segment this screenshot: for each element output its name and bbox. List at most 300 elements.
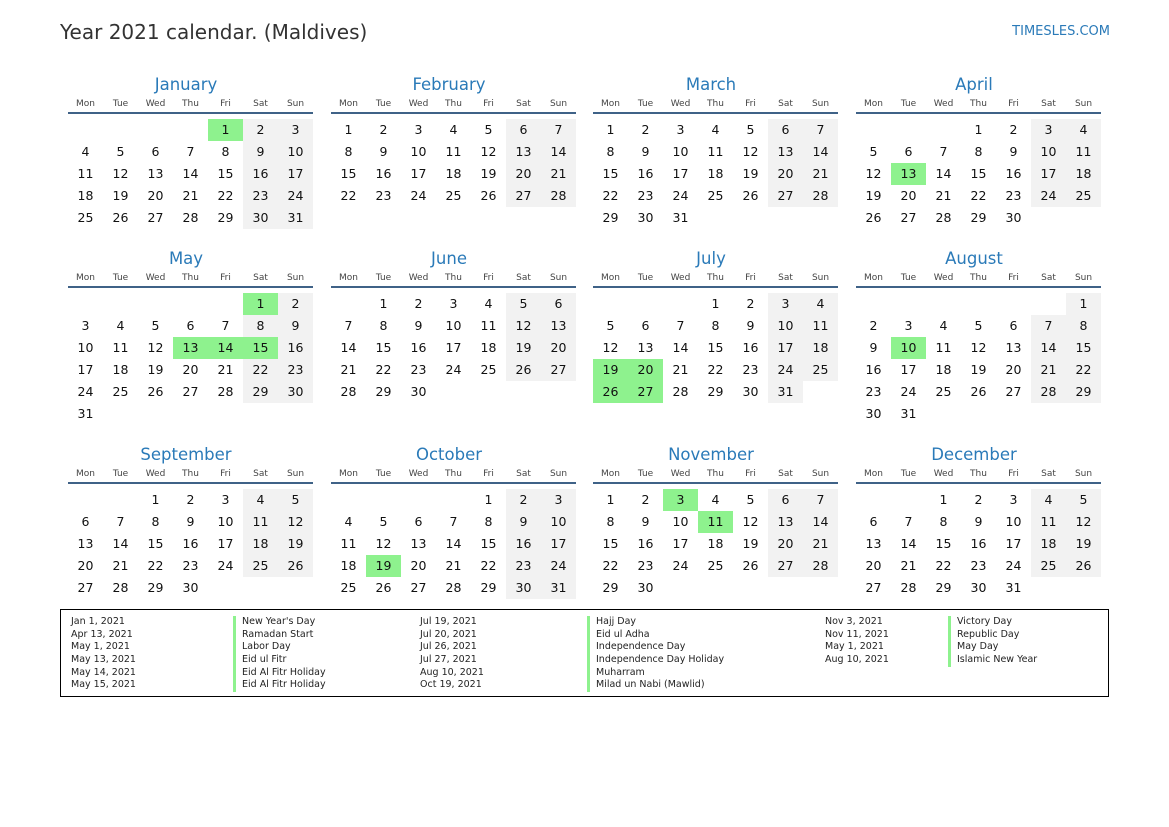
legend-date: Jan 1, 2021 (71, 616, 125, 627)
day-grid (856, 489, 1101, 599)
weekday-header (331, 270, 576, 288)
day-cell: 5 (379, 514, 388, 529)
day-cell: 29 (375, 384, 392, 399)
weekday-label: Wed (145, 99, 166, 109)
day-cell: 15 (480, 536, 497, 551)
day-cell: 27 (900, 210, 917, 225)
empty-cell (628, 293, 663, 315)
day-cell: 4 (711, 492, 720, 507)
day-cell: 17 (1031, 163, 1066, 185)
weekday-label: Mon (864, 469, 883, 479)
legend-holiday-name: Eid ul Fitr (233, 654, 326, 667)
day-cell: 31 (672, 210, 689, 225)
day-cell: 22 (602, 558, 619, 573)
month-name: July (696, 249, 726, 268)
day-cell: 9 (641, 144, 650, 159)
weekday-label: Sat (516, 99, 531, 109)
weekday-label: Fri (220, 99, 231, 109)
day-cell: 22 (935, 558, 952, 573)
day-cell: 7 (344, 318, 353, 333)
day-cell: 21 (1031, 359, 1066, 381)
day-cell: 31 (77, 406, 94, 421)
empty-cell (436, 489, 471, 511)
weekday-label: Fri (745, 273, 756, 283)
day-cell: 8 (221, 144, 230, 159)
legend-date: Aug 10, 2021 (420, 666, 484, 678)
weekday-label: Wed (670, 469, 691, 479)
empty-cell (891, 293, 926, 315)
day-cell: 3 (541, 489, 576, 511)
day-cell: 21 (217, 362, 234, 377)
day-cell: 13 (77, 536, 94, 551)
day-cell: 9 (278, 315, 313, 337)
holiday-day-cell: 13 (173, 337, 208, 359)
day-cell: 5 (746, 492, 755, 507)
legend-names-column (587, 616, 724, 692)
day-cell: 28 (803, 185, 838, 207)
day-cell: 10 (672, 514, 689, 529)
weekday-header (68, 96, 313, 114)
day-cell: 6 (641, 318, 650, 333)
day-cell: 9 (869, 340, 878, 355)
day-cell: 15 (147, 536, 164, 551)
day-cell: 16 (506, 533, 541, 555)
weekday-label: Wed (933, 469, 954, 479)
day-cell: 16 (637, 536, 654, 551)
day-cell: 25 (480, 362, 497, 377)
weekday-label: Wed (670, 273, 691, 283)
day-cell: 28 (1031, 381, 1066, 403)
month-name: December (931, 445, 1017, 464)
month-october (323, 444, 568, 599)
day-cell: 12 (742, 514, 759, 529)
day-cell: 12 (602, 340, 619, 355)
day-cell: 24 (217, 558, 234, 573)
month-august (848, 248, 1093, 425)
day-cell: 29 (243, 381, 278, 403)
day-cell: 4 (116, 318, 125, 333)
day-cell: 26 (742, 558, 759, 573)
day-cell: 15 (707, 340, 724, 355)
day-cell: 14 (672, 340, 689, 355)
weekday-label: Sun (549, 99, 568, 109)
day-cell: 9 (186, 514, 195, 529)
day-cell: 22 (375, 362, 392, 377)
weekday-label: Fri (1008, 99, 1019, 109)
day-cell: 30 (637, 210, 654, 225)
day-cell: 23 (375, 188, 392, 203)
day-cell: 20 (410, 558, 427, 573)
month-november (585, 444, 830, 599)
day-cell: 3 (449, 296, 458, 311)
day-cell: 24 (541, 555, 576, 577)
weekday-label: Sun (286, 469, 305, 479)
day-cell: 15 (375, 340, 392, 355)
weekday-label: Mon (339, 99, 358, 109)
day-cell: 6 (186, 318, 195, 333)
month-february (323, 74, 568, 207)
day-cell: 5 (746, 122, 755, 137)
day-cell: 9 (243, 141, 278, 163)
day-cell: 10 (541, 511, 576, 533)
day-cell: 4 (81, 144, 90, 159)
day-cell: 20 (1005, 362, 1022, 377)
day-cell: 16 (243, 163, 278, 185)
holiday-day-cell: 3 (663, 489, 698, 511)
day-cell: 6 (541, 293, 576, 315)
weekday-label: Mon (601, 273, 620, 283)
day-cell: 17 (541, 533, 576, 555)
day-cell: 17 (900, 362, 917, 377)
day-cell: 27 (1005, 384, 1022, 399)
day-cell: 20 (768, 533, 803, 555)
day-cell: 2 (186, 492, 195, 507)
weekday-label: Mon (601, 99, 620, 109)
day-cell: 28 (217, 384, 234, 399)
holiday-day-cell: 19 (366, 555, 401, 577)
day-cell: 9 (506, 511, 541, 533)
day-cell: 15 (340, 166, 357, 181)
day-cell: 24 (900, 384, 917, 399)
day-cell: 8 (379, 318, 388, 333)
day-cell: 23 (742, 362, 759, 377)
legend-names-column (948, 616, 1037, 667)
legend-date: Apr 13, 2021 (71, 628, 133, 640)
day-cell: 19 (278, 533, 313, 555)
day-cell: 12 (865, 166, 882, 181)
day-cell: 20 (147, 188, 164, 203)
day-cell: 4 (1031, 489, 1066, 511)
month-may (60, 248, 305, 425)
day-cell: 14 (1031, 337, 1066, 359)
day-cell: 9 (379, 144, 388, 159)
day-cell: 26 (147, 384, 164, 399)
legend-date: Aug 10, 2021 (825, 654, 889, 666)
day-cell: 11 (1066, 141, 1101, 163)
empty-cell (926, 293, 961, 315)
holiday-day-cell: 14 (208, 337, 243, 359)
day-cell: 8 (1066, 315, 1101, 337)
day-cell: 5 (974, 318, 983, 333)
day-cell: 16 (970, 536, 987, 551)
weekday-label: Fri (220, 469, 231, 479)
day-cell: 9 (974, 514, 983, 529)
day-cell: 15 (970, 166, 987, 181)
month-name: March (685, 75, 737, 94)
empty-cell (68, 293, 103, 315)
holiday-day-cell: 10 (891, 337, 926, 359)
day-cell: 29 (935, 580, 952, 595)
day-cell: 15 (935, 536, 952, 551)
legend-holiday-name: Victory Day (948, 616, 1037, 629)
day-cell: 18 (445, 166, 462, 181)
month-name: August (945, 249, 1003, 268)
day-cell: 5 (151, 318, 160, 333)
weekday-label: Sat (253, 273, 268, 283)
day-grid (331, 119, 576, 207)
empty-cell (856, 489, 891, 511)
day-cell: 27 (77, 580, 94, 595)
weekday-label: Sun (1074, 99, 1093, 109)
day-cell: 17 (672, 536, 689, 551)
day-cell: 9 (1009, 144, 1018, 159)
day-cell: 22 (970, 188, 987, 203)
day-grid (68, 119, 313, 229)
day-cell: 25 (707, 558, 724, 573)
weekday-label: Thu (445, 273, 462, 283)
weekday-label: Fri (745, 469, 756, 479)
weekday-label: Fri (1008, 469, 1019, 479)
weekday-label: Thu (707, 273, 724, 283)
day-cell: 7 (221, 318, 230, 333)
weekday-label: Thu (970, 99, 987, 109)
day-cell: 21 (182, 188, 199, 203)
legend-date: Nov 11, 2021 (825, 628, 889, 640)
weekday-header (593, 270, 838, 288)
weekday-header (856, 270, 1101, 288)
day-cell: 19 (1066, 533, 1101, 555)
day-cell: 7 (803, 489, 838, 511)
day-cell: 30 (742, 384, 759, 399)
day-grid (593, 119, 838, 229)
weekday-label: Sun (286, 99, 305, 109)
day-cell: 27 (410, 580, 427, 595)
legend-date: Jul 19, 2021 (420, 616, 477, 627)
weekday-label: Tue (112, 469, 129, 479)
day-cell: 25 (77, 210, 94, 225)
day-cell: 26 (375, 580, 392, 595)
day-cell: 23 (637, 558, 654, 573)
day-cell: 25 (1031, 555, 1066, 577)
legend-date: May 13, 2021 (71, 654, 136, 666)
month-name: February (412, 75, 486, 94)
day-cell: 25 (1066, 185, 1101, 207)
day-cell: 28 (935, 210, 952, 225)
legend-holiday-name: Republic Day (948, 629, 1037, 642)
day-cell: 23 (970, 558, 987, 573)
day-cell: 24 (1031, 185, 1066, 207)
day-cell: 31 (278, 207, 313, 229)
legend-holiday-name: Ramadan Start (233, 629, 326, 642)
weekday-label: Mon (76, 99, 95, 109)
empty-cell (961, 293, 996, 315)
day-cell: 26 (480, 188, 497, 203)
day-cell: 21 (112, 558, 129, 573)
day-cell: 24 (768, 359, 803, 381)
day-cell: 14 (803, 141, 838, 163)
day-cell: 20 (865, 558, 882, 573)
legend-holiday-name: Independence Day Holiday (587, 654, 724, 667)
day-cell: 17 (672, 166, 689, 181)
day-cell: 17 (77, 362, 94, 377)
day-cell: 17 (445, 340, 462, 355)
day-cell: 2 (506, 489, 541, 511)
day-cell: 21 (340, 362, 357, 377)
day-grid (593, 489, 838, 599)
day-cell: 25 (243, 555, 278, 577)
weekday-label: Wed (408, 273, 429, 283)
day-cell: 1 (606, 122, 615, 137)
day-cell: 24 (77, 384, 94, 399)
site-link[interactable]: TIMESLES.COM (1012, 24, 1110, 39)
day-cell: 23 (865, 384, 882, 399)
day-cell: 4 (484, 296, 493, 311)
day-cell: 5 (506, 293, 541, 315)
legend-holiday-name: Labor Day (233, 641, 326, 654)
day-cell: 29 (480, 580, 497, 595)
holiday-day-cell: 20 (628, 359, 663, 381)
weekday-label: Fri (483, 469, 494, 479)
day-cell: 11 (445, 144, 462, 159)
day-cell: 31 (1005, 580, 1022, 595)
weekday-label: Mon (76, 469, 95, 479)
day-cell: 11 (243, 511, 278, 533)
legend-holiday-name: Eid Al Fitr Holiday (233, 679, 326, 692)
holiday-legend (60, 609, 1109, 697)
page-title: Year 2021 calendar. (Maldives) (60, 20, 368, 44)
holiday-day-cell: 27 (628, 381, 663, 403)
day-cell: 15 (602, 166, 619, 181)
day-cell: 4 (803, 293, 838, 315)
day-cell: 28 (182, 210, 199, 225)
month-june (323, 248, 568, 403)
weekday-header (856, 96, 1101, 114)
weekday-label: Tue (637, 469, 654, 479)
empty-cell (138, 119, 173, 141)
legend-holiday-name: Muharram (587, 667, 724, 680)
weekday-label: Tue (900, 273, 917, 283)
day-cell: 29 (602, 210, 619, 225)
weekday-label: Wed (933, 99, 954, 109)
holiday-day-cell: 19 (593, 359, 628, 381)
day-cell: 2 (974, 492, 983, 507)
empty-cell (103, 293, 138, 315)
legend-holiday-name: Islamic New Year (948, 654, 1037, 667)
legend-holiday-name: Milad un Nabi (Mawlid) (587, 679, 724, 692)
day-cell: 17 (1005, 536, 1022, 551)
day-cell: 22 (1066, 359, 1101, 381)
legend-date: May 1, 2021 (825, 641, 884, 653)
day-cell: 2 (278, 293, 313, 315)
day-cell: 1 (1066, 293, 1101, 315)
holiday-day-cell: 13 (891, 163, 926, 185)
day-cell: 16 (637, 166, 654, 181)
day-cell: 22 (147, 558, 164, 573)
day-cell: 15 (217, 166, 234, 181)
day-cell: 8 (484, 514, 493, 529)
day-cell: 1 (711, 296, 720, 311)
legend-names-column (233, 616, 326, 692)
day-cell: 2 (641, 492, 650, 507)
month-name: September (140, 445, 232, 464)
day-cell: 25 (340, 580, 357, 595)
day-cell: 27 (865, 580, 882, 595)
day-cell: 18 (112, 362, 129, 377)
day-cell: 23 (1005, 188, 1022, 203)
day-cell: 30 (1005, 210, 1022, 225)
day-cell: 1 (151, 492, 160, 507)
day-cell: 13 (637, 340, 654, 355)
weekday-label: Mon (76, 273, 95, 283)
day-cell: 3 (221, 492, 230, 507)
day-cell: 10 (278, 141, 313, 163)
weekday-label: Sun (811, 273, 830, 283)
day-cell: 13 (865, 536, 882, 551)
day-cell: 1 (606, 492, 615, 507)
day-cell: 11 (803, 315, 838, 337)
day-cell: 12 (278, 511, 313, 533)
day-cell: 29 (147, 580, 164, 595)
day-cell: 2 (641, 122, 650, 137)
day-cell: 14 (900, 536, 917, 551)
empty-cell (891, 489, 926, 511)
day-cell: 5 (869, 144, 878, 159)
day-cell: 7 (904, 514, 913, 529)
day-cell: 14 (541, 141, 576, 163)
day-cell: 5 (1066, 489, 1101, 511)
day-cell: 4 (711, 122, 720, 137)
day-cell: 22 (217, 188, 234, 203)
day-cell: 5 (606, 318, 615, 333)
day-cell: 26 (278, 555, 313, 577)
day-cell: 19 (506, 337, 541, 359)
day-cell: 26 (865, 210, 882, 225)
legend-date: Jul 20, 2021 (420, 628, 477, 640)
legend-date: Oct 19, 2021 (420, 679, 482, 691)
day-cell: 24 (672, 558, 689, 573)
weekday-label: Mon (339, 469, 358, 479)
day-cell: 25 (803, 359, 838, 381)
day-cell: 10 (1031, 141, 1066, 163)
holiday-day-cell: 26 (593, 381, 628, 403)
empty-cell (138, 293, 173, 315)
day-cell: 14 (445, 536, 462, 551)
day-cell: 17 (768, 337, 803, 359)
weekday-label: Tue (375, 273, 392, 283)
day-cell: 4 (449, 122, 458, 137)
day-cell: 29 (217, 210, 234, 225)
day-cell: 16 (278, 337, 313, 359)
day-cell: 23 (506, 555, 541, 577)
day-cell: 20 (77, 558, 94, 573)
day-cell: 28 (445, 580, 462, 595)
day-cell: 11 (707, 144, 724, 159)
day-cell: 10 (410, 144, 427, 159)
day-cell: 24 (445, 362, 462, 377)
weekday-label: Sat (778, 273, 793, 283)
weekday-label: Tue (112, 99, 129, 109)
day-cell: 12 (375, 536, 392, 551)
day-cell: 24 (672, 188, 689, 203)
day-cell: 3 (278, 119, 313, 141)
day-cell: 8 (939, 514, 948, 529)
day-cell: 8 (711, 318, 720, 333)
month-name: October (415, 445, 483, 464)
month-name: June (431, 249, 467, 268)
day-cell: 1 (379, 296, 388, 311)
legend-date: Jul 26, 2021 (420, 641, 477, 653)
legend-date: May 1, 2021 (71, 641, 130, 653)
day-cell: 31 (900, 406, 917, 421)
empty-cell (366, 489, 401, 511)
day-cell: 16 (410, 340, 427, 355)
holiday-day-cell: 11 (698, 511, 733, 533)
day-cell: 7 (676, 318, 685, 333)
weekday-header (593, 96, 838, 114)
day-cell: 22 (243, 359, 278, 381)
day-cell: 14 (935, 166, 952, 181)
day-cell: 22 (602, 188, 619, 203)
